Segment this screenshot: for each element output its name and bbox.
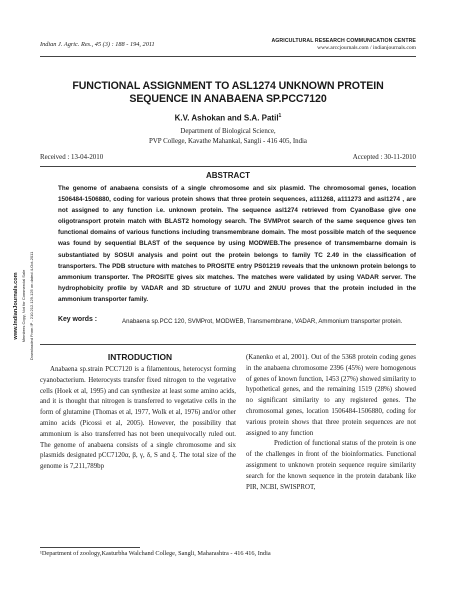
author-names: K.V. Ashokan and S.A. Patil [174, 113, 279, 123]
header-divider [40, 56, 416, 57]
publisher-websites: www.arccjournals.com / indianjournals.com [317, 45, 416, 51]
keywords-text: Anabaena sp.PCC 120, SVMProt, MODWEB, Transmembrane, VADAR, Ammonium transporter protein. [122, 318, 403, 325]
footnote: ¹Department of zoology,Kasturbha Walchand College, Sangli, Maharashtra - 416 416, India [40, 550, 271, 557]
intro-left-column: Anabaena sp.strain PCC7120 is a filamentous, heterocyst forming cyanobacterium. Heterocysts transfer fixed nitrogen to the vegetative cells (Hoek et al, 1995) and can synthesize at least some amino acids, and it is thought that nitrogen is transferred to vegetative cells in the form of glutamine (Thomas et al, 1977, Wolk et al, 1976) and/or other amino acids (Picossi et al, 2005). However, the possibility that ammonium is also transferred has not been unequivocally ruled out. The genome of anabaena consists of a single chromosome and six plasmids designated pCC7120α, β, γ, δ, S and ξ. The total size of the genome is 7,211,789bp [40, 366, 236, 471]
abstract-text: The genome of anabaena consists of a single chromosome and six plasmid. The chromosomal genes, location 1506484-1506880, coding for various protein shows that three protein sequences, a111268, a111273 and asl1274 , are not assigned to any function i.e. unknown protein. The sequence asl1274 retrieved from CyanoBase give one oligotransport protein match with BLAST2 homology search. The SVMProt search of the same sequence gives ten functional domains of various functions including transmembrane domain. The most possible match of the sequence was found by sequential BLAST of the sequence by using MODWEB.The presence of transmembarne domain is substantiated by SOSUI analysis and point out the protein belongs to family TC 2.49 in the classification of transporters. The PDB structure with matches to PROSITE entry PS01219 reveals that the unknown protein belongs to ammonium transporter. The PROSITE gives six matches. The matches were validated by using VADAR server. The hydrophobicity profile by VADAR and 3D structure of 1U7U and 2NUU proves that the protein included in the ammonium transporter family. [58, 185, 416, 303]
affiliation [40, 127, 416, 146]
publisher-info [271, 38, 416, 52]
author-footnote-marker: 1 [278, 113, 282, 119]
authors [40, 113, 416, 123]
intro-right-paragraph-1: (Kanenko et al, 2001). Out of the 5368 protein coding genes in the anabaena chromosome 2396 (45%) were homogenous of genes of known function, 1453 (27%) showed similarity to hypothetical genes, and the remaining 1519 (28%) showed no significant similarity to any registered genes. The chromosomal genes, location 1506484-1506880, coding for various protein shows that three protein sequences are not assigned to any function [246, 354, 416, 437]
publisher-name: AGRICULTURAL RESEARCH COMMUNICATION CENTRE [271, 38, 416, 44]
download-watermark [6, 230, 42, 382]
watermark-text [12, 231, 36, 381]
title-line-1: FUNCTIONAL ASSIGNMENT TO ASL1274 UNKNOWN PROTEIN [72, 80, 384, 92]
introduction-heading: INTRODUCTION [107, 352, 173, 362]
intro-right-column [246, 353, 416, 493]
watermark-site: www.IndianJournals.com [13, 272, 19, 340]
intro-right-paragraph-2: Prediction of functional status of the protein is one of the challenges in front of the bioinformatics. Functional assignment to unknown protein sequence require similarity search for the known sequence in the protein databank like PIR, NCBI, SWISPROT, [246, 440, 416, 491]
footnote-divider [40, 547, 140, 548]
watermark-copy-notice: Members Copy, Not for Commercial Sale [21, 269, 26, 343]
title-line-2: SEQUENCE IN ANABAENA SP.PCC7120 [129, 93, 327, 105]
affiliation-address: PVP College, Kavathe Mahankal, Sangli - 416 405, India [148, 137, 307, 145]
abstract-heading: ABSTRACT [206, 171, 250, 180]
keywords-label: Key words : [58, 316, 98, 323]
journal-citation: Indian J. Agric. Res., 45 (3) : 188 - 194, 2011 [40, 41, 155, 48]
dates-divider [40, 166, 416, 167]
received-date: Received : 13-04-2010 [40, 154, 104, 161]
keywords-divider [40, 344, 416, 345]
watermark-download-info: Downloaded From IP - 210.212.129.125 on dated 4-Oct-2011 [29, 251, 34, 361]
affiliation-dept: Department of Biological Science, [180, 128, 276, 135]
paper-title [40, 80, 416, 106]
accepted-date: Accepted : 30-11-2010 [352, 154, 416, 161]
